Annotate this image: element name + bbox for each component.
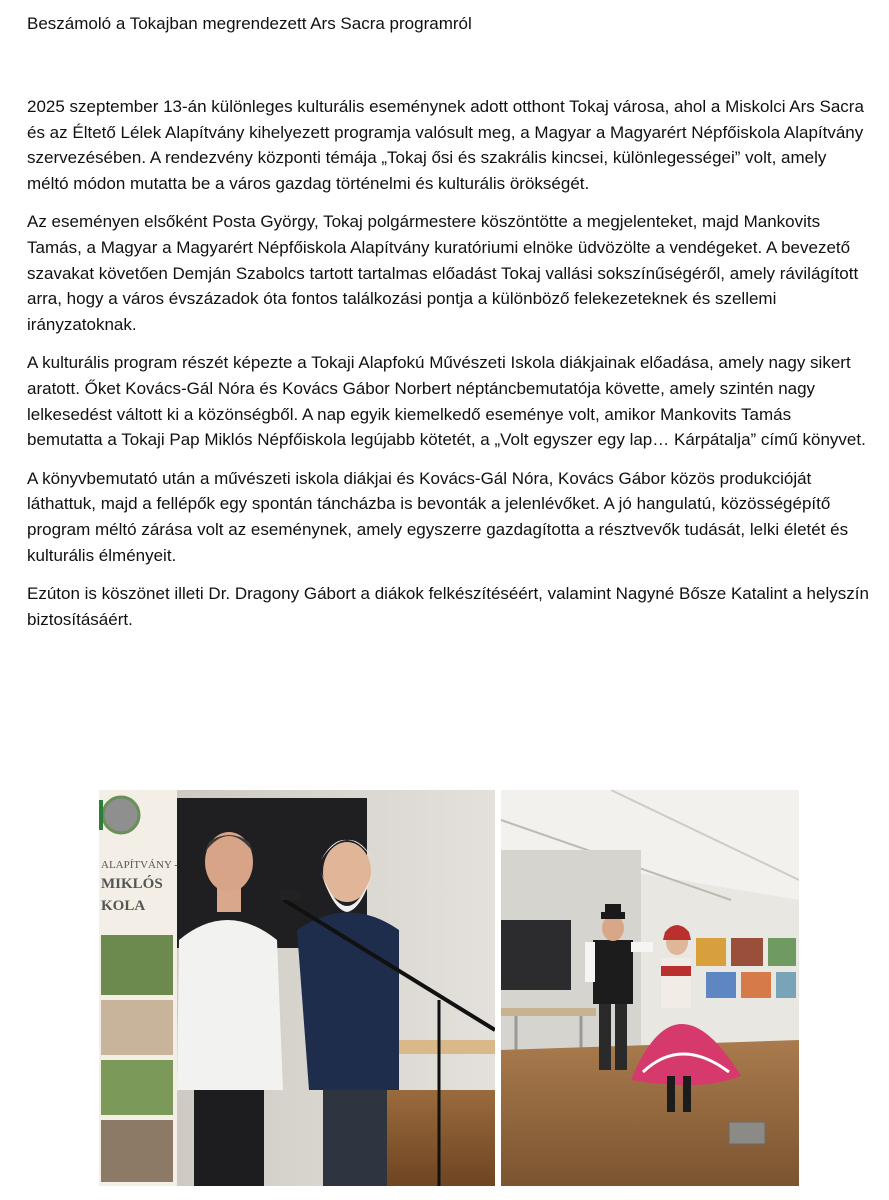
photo-speakers xyxy=(99,790,495,1186)
photo-speakers-image xyxy=(99,790,495,1186)
banner-line-1: ALAPÍTVÁNY - xyxy=(101,859,178,871)
banner-line-2: MIKLÓS xyxy=(101,876,163,892)
document-title: Beszámoló a Tokajban megrendezett Ars Sacra programról xyxy=(27,14,472,33)
banner-line-3: KOLA xyxy=(101,898,146,914)
paragraph-5: Ezúton is köszönet illeti Dr. Dragony Gábort a diákok felkészítéséért, valamint Nagyné Bősze Katalint a helyszín biztosításáért. xyxy=(27,584,869,629)
photo-dancers-image xyxy=(501,790,799,1186)
photo-dancers xyxy=(501,790,799,1186)
document-body xyxy=(27,94,869,645)
paragraph-4: A könyvbemutató után a művészeti iskola diákjai és Kovács-Gál Nóra, Kovács Gábor közös produkcióját láthattuk, majd a fellépők egy spontán táncházba is bevonták a jelenlévőket. A jó hangulatú, közösségépítő program méltó zárása volt az eseménynek, amely egyszerre gazdagította a résztvevők tudását, lelki életét és kulturális élményeit. xyxy=(27,468,849,565)
paragraph-3: A kulturális program részét képezte a Tokaji Alapfokú Művészeti Iskola diákjainak előadása, amely nagy sikert aratott. Őket Kovács-Gál Nóra és Kovács Gábor Norbert néptáncbemutatója követte, amely szintén nagy lelkesedést váltott ki a közönségből. A nap egyik kiemelkedő eseménye volt, amikor Mankovits Tamás bemutatta a Tokaji Pap Miklós Népfőiskola legújabb kötetét, a „Volt egyszer egy lap… Kárpátalja” című könyvet. xyxy=(27,353,866,450)
paragraph-2: Az eseményen elsőként Posta György, Tokaj polgármestere köszöntötte a megjelenteket, majd Mankovits Tamás, a Magyar a Magyarért Népfőiskola Alapítvány kuratóriumi elnöke üdvözölte a vendégeket. A bevezető szavakat követően Demján Szabolcs tartott tartalmas előadást Tokaj vallási sokszínűségéről, amely rávilágított arra, hogy a város évszázadok óta fontos találkozási pontja a különböző felekezeteknek és szellemi irányzatoknak. xyxy=(27,212,859,334)
paragraph-1: 2025 szeptember 13-án különleges kulturális eseménynek adott otthont Tokaj városa, ahol a Miskolci Ars Sacra és az Éltető Lélek Alapítvány kihelyezett programja valósult meg, a Magyar a Magyarért Népfőiskola Alapítvány szervezésében. A rendezvény központi témája „Tokaj ősi és szakrális kincsei, különlegességei” volt, amely méltó módon mutatta be a város gazdag történelmi és kulturális örökségét. xyxy=(27,97,864,193)
